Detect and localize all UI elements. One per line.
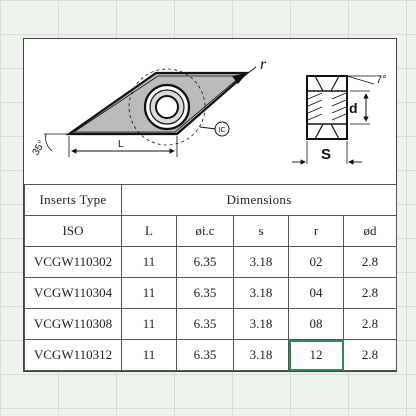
cell-r[interactable]: 02 [289,247,344,278]
cell-d[interactable]: 2.8 [344,309,397,340]
cell-d[interactable]: 2.8 [344,340,397,371]
cell-ic[interactable]: 6.35 [177,309,234,340]
cell-iso[interactable]: VCGW110304 [25,278,122,309]
cell-r-selected[interactable]: 12 [289,340,344,371]
cell-d[interactable]: 2.8 [344,247,397,278]
table-row [25,247,397,278]
cell-L[interactable]: 11 [122,309,177,340]
dimensions-table [24,184,397,371]
col-r: r [289,216,344,247]
table-column-row [25,216,397,247]
label-r: r [260,56,267,73]
insert-side-view [292,74,387,164]
cell-s[interactable]: 3.18 [234,309,289,340]
label-L: L [118,139,124,150]
cell-s[interactable]: 3.18 [234,278,289,309]
cell-r[interactable]: 08 [289,309,344,340]
cell-d[interactable]: 2.8 [344,278,397,309]
table-row [25,278,397,309]
cell-ic[interactable]: 6.35 [177,278,234,309]
header-inserts-type: Inserts Type [25,185,122,216]
col-d: ød [344,216,397,247]
label-ic: IC [218,127,226,134]
cell-r[interactable]: 04 [289,278,344,309]
insert-top-view [31,56,267,157]
col-iso: ISO [25,216,122,247]
cell-iso[interactable]: VCGW110308 [25,309,122,340]
table-header-row [25,185,397,216]
label-d: d [349,100,358,116]
cell-s[interactable]: 3.18 [234,247,289,278]
col-ic: øi.c [177,216,234,247]
cell-L[interactable]: 11 [122,278,177,309]
table-row [25,309,397,340]
cell-ic[interactable]: 6.35 [177,340,234,371]
spec-sheet [23,38,397,372]
label-angle: 35° [30,138,48,158]
label-top-angle: 7° [376,74,387,86]
cell-s[interactable]: 3.18 [234,340,289,371]
cell-iso[interactable]: VCGW110312 [25,340,122,371]
cell-ic[interactable]: 6.35 [177,247,234,278]
cell-L[interactable]: 11 [122,247,177,278]
col-s: s [234,216,289,247]
label-S: S [321,146,332,163]
cell-iso[interactable]: VCGW110302 [25,247,122,278]
table-row [25,340,397,371]
col-L: L [122,216,177,247]
cell-L[interactable]: 11 [122,340,177,371]
insert-drawing [24,39,396,184]
header-dimensions: Dimensions [122,185,397,216]
